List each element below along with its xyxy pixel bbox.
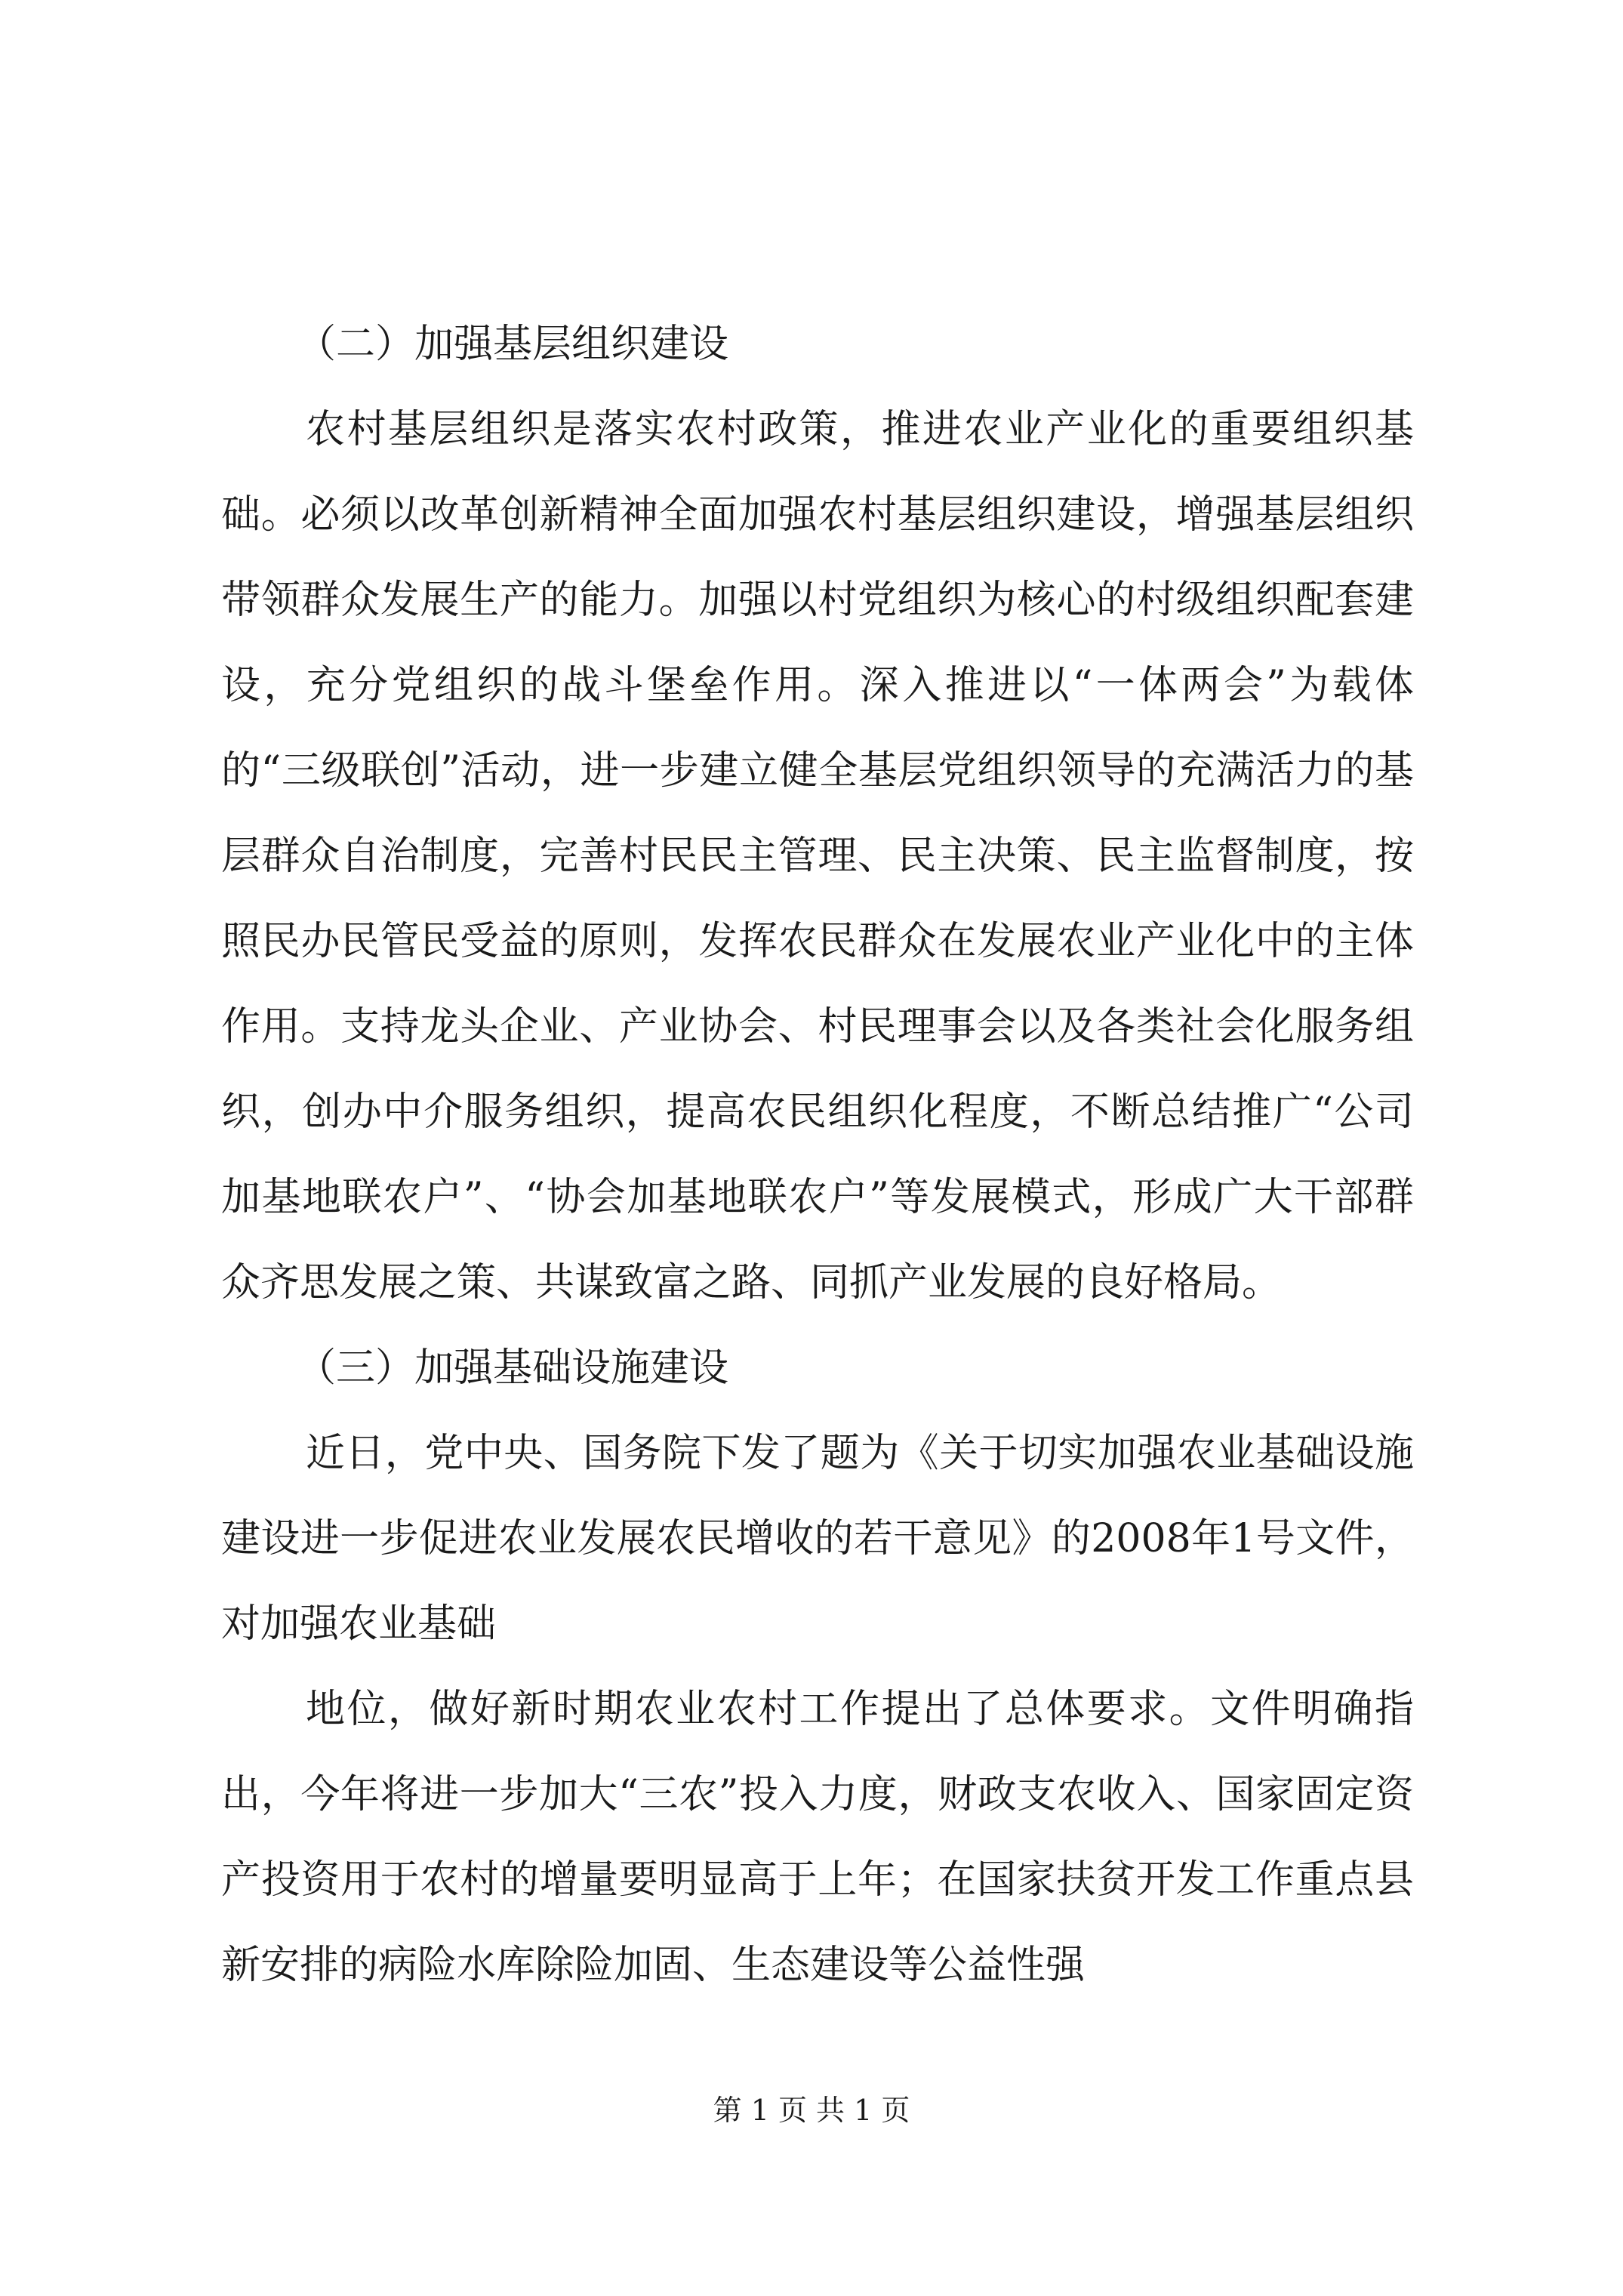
- page-footer: 第 1 页 共 1 页: [713, 2094, 910, 2127]
- section-3-paragraph-2: 地位，做好新时期农业农村工作提出了总体要求。文件明确指出，今年将进一步加大“三农”投入力度，财政支农收入、国家固定资产投资用于农村的增量要明显高于上年；在国家扶贫开发工作重点县新安排的病险水库除险加固、生态建设等公益性强: [221, 1687, 1414, 1988]
- document-body: [221, 302, 1414, 2008]
- section-heading-3: （三）加强基础设施建设: [297, 1345, 729, 1391]
- section-heading-2: （二）加强基层组织建设: [297, 322, 729, 367]
- section-3-paragraph-1: 近日，党中央、国务院下发了题为《关于切实加强农业基础设施建设进一步促进农业发展农民增收的若干意见》的2008年1号文件，对加强农业基础: [221, 1431, 1414, 1647]
- section-2-paragraph-1: 农村基层组织是落实农村政策，推进农业产业化的重要组织基础。必须以改革创新精神全面加强农村基层组织建设，增强基层组织带领群众发展生产的能力。加强以村党组织为核心的村级组织配套建设，充分党组织的战斗堡垒作用。深入推进以“一体两会”为载体的“三级联创”活动，进一步建立健全基层党组织领导的充满活力的基层群众自治制度，完善村民民主管理、民主决策、民主监督制度，按照民办民管民受益的原则，发挥农民群众在发展农业产业化中的主体作用。支持龙头企业、产业协会、村民理事会以及各类社会化服务组织，创办中介服务组织，提高农民组织化程度，不断总结推广“公司加基地联农户”、“协会加基地联农户”等发展模式，形成广大干部群众齐思发展之策、共谋致富之路、同抓产业发展的良好格局。: [221, 407, 1414, 1305]
